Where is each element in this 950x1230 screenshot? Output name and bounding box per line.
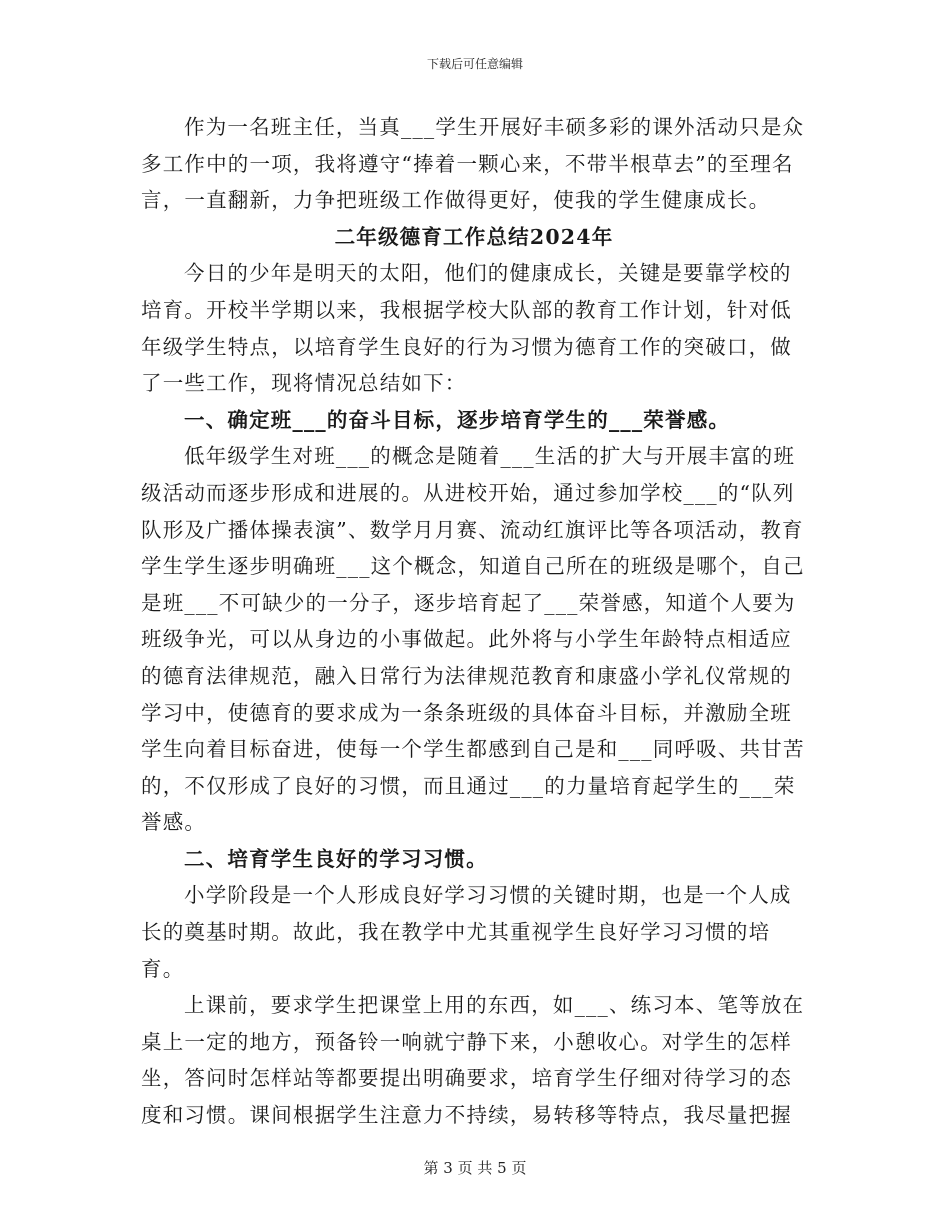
paragraph-closing: 作为一名班主任，当真___学生开展好丰硕多彩的课外活动只是众多工作中的一项，我将遵守“捧着一颗心来，不带半根草去”的至理名言，一直翻新，力争把班级工作做得更好，使我的学生健康成长。	[141, 115, 805, 213]
paragraph-section-1: 低年级学生对班___的概念是随着___生活的扩大与开展丰富的班级活动而逐步形成和进展的。从进校开始，通过参加学校___的“队列队形及广播体操表演”、数学月月赛、流动红旗评比等各项活动，教育学生学生逐步明确班___这个概念，知道自己所在的班级是哪个，自己是班___不可缺少的一分子，逐步培育起了___荣誉感，知道个人要为班级争光，可以从身边的小事做起。此外将与小学生年龄特点相适应的德育法律规范，融入日常行为法律规范教育和康盛小学礼仪常规的学习中，使德育的要求成为一条条班级的具体奋斗目标，并激励全班学生向着目标奋进，使每一个学生都感到自己是和___同呼吸、共甘苦的，不仅形成了良好的习惯，而且通过___的力量培育起学生的___荣誉感。	[141, 444, 805, 835]
section-heading-1: 一、确定班___的奋斗目标，逐步培育学生的___荣誉感。	[184, 407, 731, 432]
paragraph-section-2a: 小学阶段是一个人形成良好学习习惯的关键时期，也是一个人成长的奠基时期。故此，我在教学中尤其重视学生良好学习习惯的培育。	[141, 883, 792, 981]
paragraph-section-2b: 上课前，要求学生把课堂上用的东西，如___、练习本、笔等放在桌上一定的地方，预备铃一响就宁静下来，小憩收心。对学生的怎样坐，答问时怎样站等都要提出明确要求，培育学生仔细对待学习的态度和习惯。课间根据学生注意力不持续，易转移等特点，我尽量把握	[141, 993, 805, 1128]
document-body	[141, 109, 807, 1134]
section-heading-2: 二、培育学生良好的学习习惯。	[184, 846, 488, 871]
page-footer: 第 3 页 共 5 页	[423, 1159, 527, 1177]
page-header: 下载后可任意编辑	[426, 57, 523, 71]
document-title: 二年级德育工作总结2024年	[334, 224, 614, 249]
paragraph-intro: 今日的少年是明天的太阳，他们的健康成长，关键是要靠学校的培育。开校半学期以来，我根据学校大队部的教育工作计划，针对低年级学生特点，以培育学生良好的行为习惯为德育工作的突破口，做了一些工作，现将情况总结如下：	[141, 261, 792, 396]
